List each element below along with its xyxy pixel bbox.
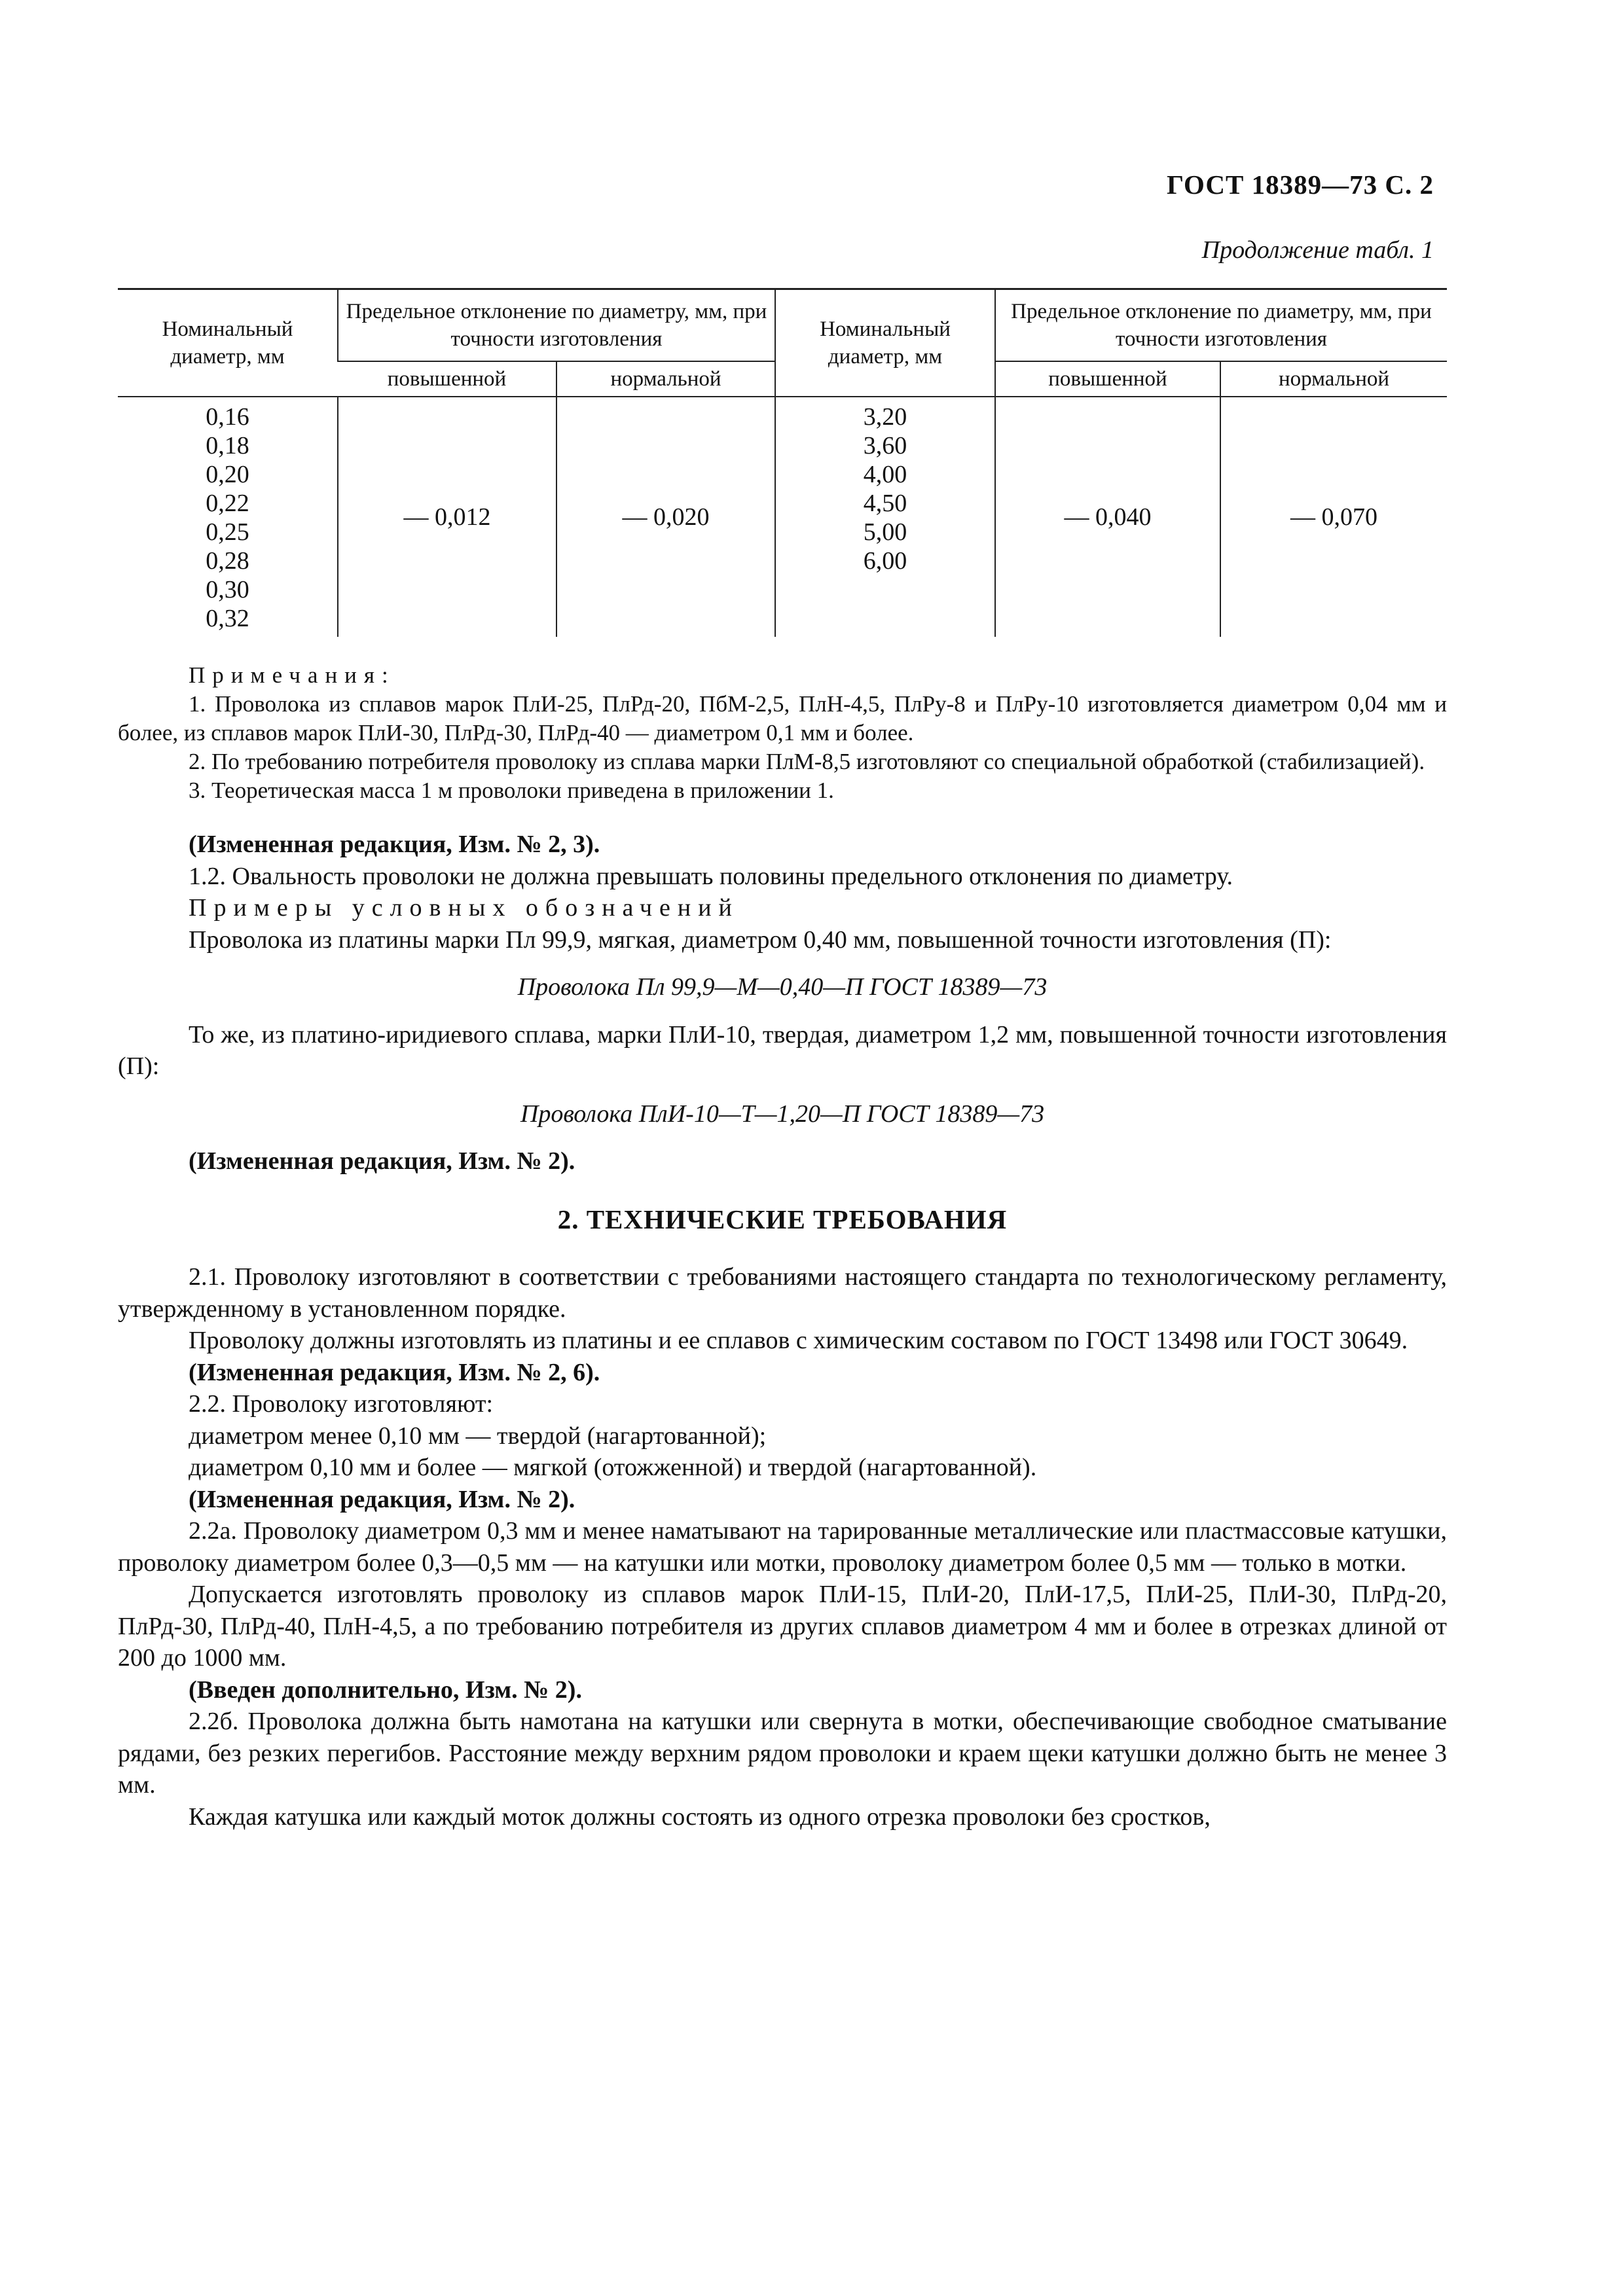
paragraph-2-2: 2.2. Проволоку изготовляют: (189, 1390, 494, 1418)
right-normal-deviation: — 0,070 (1220, 397, 1447, 637)
left-normal-deviation: — 0,020 (556, 397, 775, 637)
table-row (118, 397, 1447, 637)
diameter-value: 0,20 (206, 461, 249, 488)
header-deviation-right: Предельное отклонение по диаметру, мм, при точности изготовления (995, 289, 1447, 362)
paragraph-2-2-hard: диаметром менее 0,10 мм — твердой (нагартованной); (189, 1422, 767, 1450)
diameter-value: 6,00 (863, 547, 907, 575)
header-deviation-left: Предельное отклонение по диаметру, мм, при точности изготовления (338, 289, 775, 362)
notes-heading: Примечания: (189, 662, 395, 688)
table-caption: Продолжение табл. 1 (1201, 236, 1434, 264)
diameter-value: 0,30 (206, 576, 249, 603)
amendment-note: (Измененная редакция, Изм. № 2, 3). (189, 831, 600, 858)
amendment-note: (Измененная редакция, Изм. № 2). (189, 1485, 575, 1513)
right-increased-deviation: — 0,040 (995, 397, 1220, 637)
example-1-text: Проволока из платины марки Пл 99,9, мягкая, диаметром 0,40 мм, повышенной точности изготовления (П): (189, 925, 1332, 954)
header-normal-left: нормальной (556, 361, 775, 397)
diameter-value: 5,00 (863, 518, 907, 546)
header-normal-right: нормальной (1220, 361, 1447, 397)
diameter-value: 3,60 (863, 432, 907, 459)
example-2-text: То же, из платино-иридиевого сплава, марки ПлИ-10, твердая, диаметром 1,2 мм, повышенной точности изготовления (П): (118, 1020, 1447, 1080)
note-1: 1. Проволока из сплавов марок ПлИ-25, ПлРд-20, ПбМ-2,5, ПлН-4,5, ПлРу-8 и ПлРу-10 изготовляется диаметром 0,04 мм и более, из сплавов марок ПлИ-30, ПлРд-30, ПлРд-40 — диаметром 0,1 мм и более. (118, 691, 1447, 745)
diameter-value: 4,50 (863, 490, 907, 517)
left-increased-deviation: — 0,012 (338, 397, 556, 637)
amendment-note: (Измененная редакция, Изм. № 2). (189, 1147, 575, 1175)
left-diameter-list (118, 397, 338, 637)
diameter-value: 0,16 (206, 403, 249, 431)
diameter-value: 0,32 (206, 605, 249, 632)
right-diameter-list (775, 397, 995, 637)
section-title: 2. ТЕХНИЧЕСКИЕ ТРЕБОВАНИЯ (557, 1204, 1008, 1234)
diameter-value: 0,28 (206, 547, 249, 575)
document-body (118, 661, 1447, 1833)
example-2-designation: Проволока ПлИ-10—Т—1,20—П ГОСТ 18389—73 (520, 1100, 1045, 1128)
paragraph-2-1-composition: Проволоку должны изготовлять из платины и ее сплавов с химическим составом по ГОСТ 13498 или ГОСТ 30649. (189, 1327, 1408, 1354)
paragraph-2-2-soft: диаметром 0,10 мм и более — мягкой (отожженной) и твердой (нагартованной). (189, 1454, 1037, 1481)
note-2: 2. По требованию потребителя проволоку из сплава марки ПлМ-8,5 изготовляют со специальной обработкой (стабилизацией). (189, 749, 1425, 774)
paragraph-1-2: 1.2. Овальность проволоки не должна превышать половины предельного отклонения по диаметру. (189, 862, 1233, 890)
note-3: 3. Теоретическая масса 1 м проволоки приведена в приложении 1. (189, 778, 834, 803)
diameter-value: 0,22 (206, 490, 249, 517)
diameter-value: 0,25 (206, 518, 249, 546)
amendment-note: (Введен дополнительно, Изм. № 2). (189, 1676, 582, 1704)
diameter-value: 0,18 (206, 432, 249, 459)
paragraph-2-2a-allowed: Допускается изготовлять проволоку из сплавов марок ПлИ-15, ПлИ-20, ПлИ-17,5, ПлИ-25, ПлИ-30, ПлРд-20, ПлРд-30, ПлРд-40, ПлН-4,5, а по требованию потребителя из других сплавов диаметром 4 мм и более в отрезках длиной от 200 до 1000 мм. (118, 1581, 1447, 1672)
diameter-value: 4,00 (863, 461, 907, 488)
paragraph-2-2b: 2.2б. Проволока должна быть намотана на катушки или свернута в мотки, обеспечивающие свободное сматывание рядами, без резких перегибов. Расстояние между верхним рядом проволоки и краем щеки катушки должно быть не менее 3 мм. (118, 1708, 1447, 1799)
tolerance-table (118, 288, 1447, 637)
paragraph-last: Каждая катушка или каждый моток должны состоять из одного отрезка проволоки без сростков, (189, 1803, 1211, 1831)
header-increased-left: повышенной (338, 361, 556, 397)
example-1-designation: Проволока Пл 99,9—М—0,40—П ГОСТ 18389—73 (517, 973, 1048, 1001)
paragraph-2-1: 2.1. Проволоку изготовляют в соответствии с требованиями настоящего стандарта по технологическому регламенту, утвержденному в установленном порядке. (118, 1263, 1447, 1323)
paragraph-2-2a: 2.2а. Проволоку диаметром 0,3 мм и менее наматывают на тарированные металлические или пластмассовые катушки, проволоку диаметром более 0,3—0,5 мм — на катушки или мотки, проволоку диаметром более 0,5 мм — только в мотки. (118, 1517, 1447, 1577)
header-increased-right: повышенной (995, 361, 1220, 397)
header-nominal-diameter-left: Номинальный диаметр, мм (118, 289, 338, 397)
header-nominal-diameter-right: Номинальный диаметр, мм (775, 289, 995, 397)
page-header: ГОСТ 18389—73 С. 2 (1166, 170, 1434, 200)
examples-heading: Примеры условных обозначений (189, 894, 739, 922)
amendment-note: (Измененная редакция, Изм. № 2, 6). (189, 1358, 600, 1386)
diameter-value: 3,20 (863, 403, 907, 431)
